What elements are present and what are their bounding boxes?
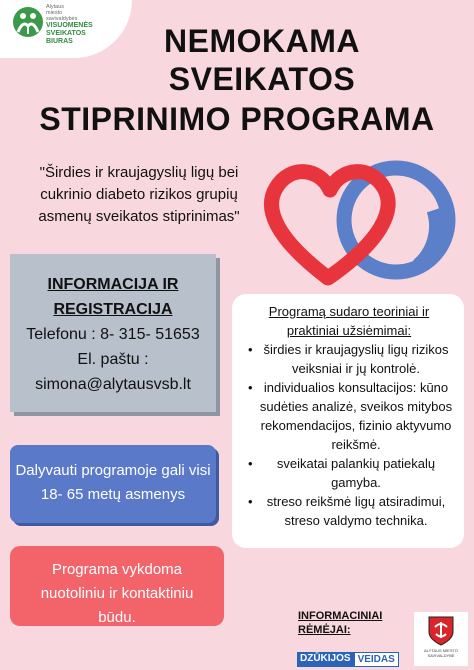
logo-line: BIURAS [46, 38, 73, 45]
program-list [242, 340, 456, 530]
logo-line: savivaldybės [46, 16, 78, 22]
logo-line: miesto [46, 10, 63, 16]
email-label: El. paštu : [77, 351, 149, 368]
program-item: • širdies ir kraujagyslių ligų rizikos veiksniai ir jų kontrolė. [256, 340, 456, 378]
logo-line: VISUOMENĖS [46, 22, 93, 29]
program-item: • streso reikšmė ligų atsiradimui, streso valdymo technika. [256, 492, 456, 530]
city-crest-icon [428, 616, 454, 646]
veidas-text: VEIDAS [354, 652, 399, 667]
city-crest-logo [414, 612, 468, 666]
heart-ring-icon [258, 150, 468, 290]
program-subtitle-quote: "Širdies ir kraujagyslių ligų bei cukrinio diabeto rizikos grupių asmenų sveikatos stiprinimas" [38, 164, 240, 225]
logo-line: SVEIKATOS [46, 30, 86, 37]
dzukijos-veidas-logo [297, 652, 399, 667]
sponsors-label [298, 609, 382, 637]
crest-caption: ALYTAUS MIESTO SAVIVALDYBĖ [423, 648, 458, 658]
page-title-line-1: NEMOKAMA [164, 23, 360, 59]
sponsors-label-line-2: RĖMĖJAI: [298, 624, 351, 636]
phone-text: Telefonu : 8- 315- 51653 [26, 326, 200, 343]
format-text: Programa vykdoma nuotoliniu ir kontaktiniu būdu. [40, 561, 194, 626]
registration-heading-1: INFORMACIJA IR [47, 276, 179, 293]
sponsors-label-line-1: INFORMACINIAI [298, 610, 383, 622]
logo-line: Alytaus [46, 4, 65, 10]
eligibility-box: Dalyvauti programoje gali visi 18- 65 metų asmenys [10, 445, 216, 523]
page-title-line-3: STIPRINIMO PROGRAMA [39, 101, 435, 137]
dzukijos-text: DZŪKIJOS [297, 652, 354, 667]
program-content-box [232, 294, 464, 548]
program-heading: Programą sudaro teoriniai ir praktiniai užsiėmimai: [268, 304, 430, 338]
page-title-line-2: SVEIKATOS [168, 61, 356, 97]
registration-heading-2: REGISTRACIJA [53, 301, 173, 318]
format-box [10, 546, 224, 626]
program-item: • individualios konsultacijos: kūno sudėties analizė, sveikos mitybos rekomendacijos, fizinio aktyvumo reikšmė. [256, 378, 456, 454]
registration-info-box [10, 254, 216, 412]
program-item: • sveikatai palankių patiekalų gamyba. [256, 454, 456, 492]
people-logo-icon [12, 6, 44, 38]
email-link[interactable]: simona@alytausvsb.lt [35, 376, 191, 393]
